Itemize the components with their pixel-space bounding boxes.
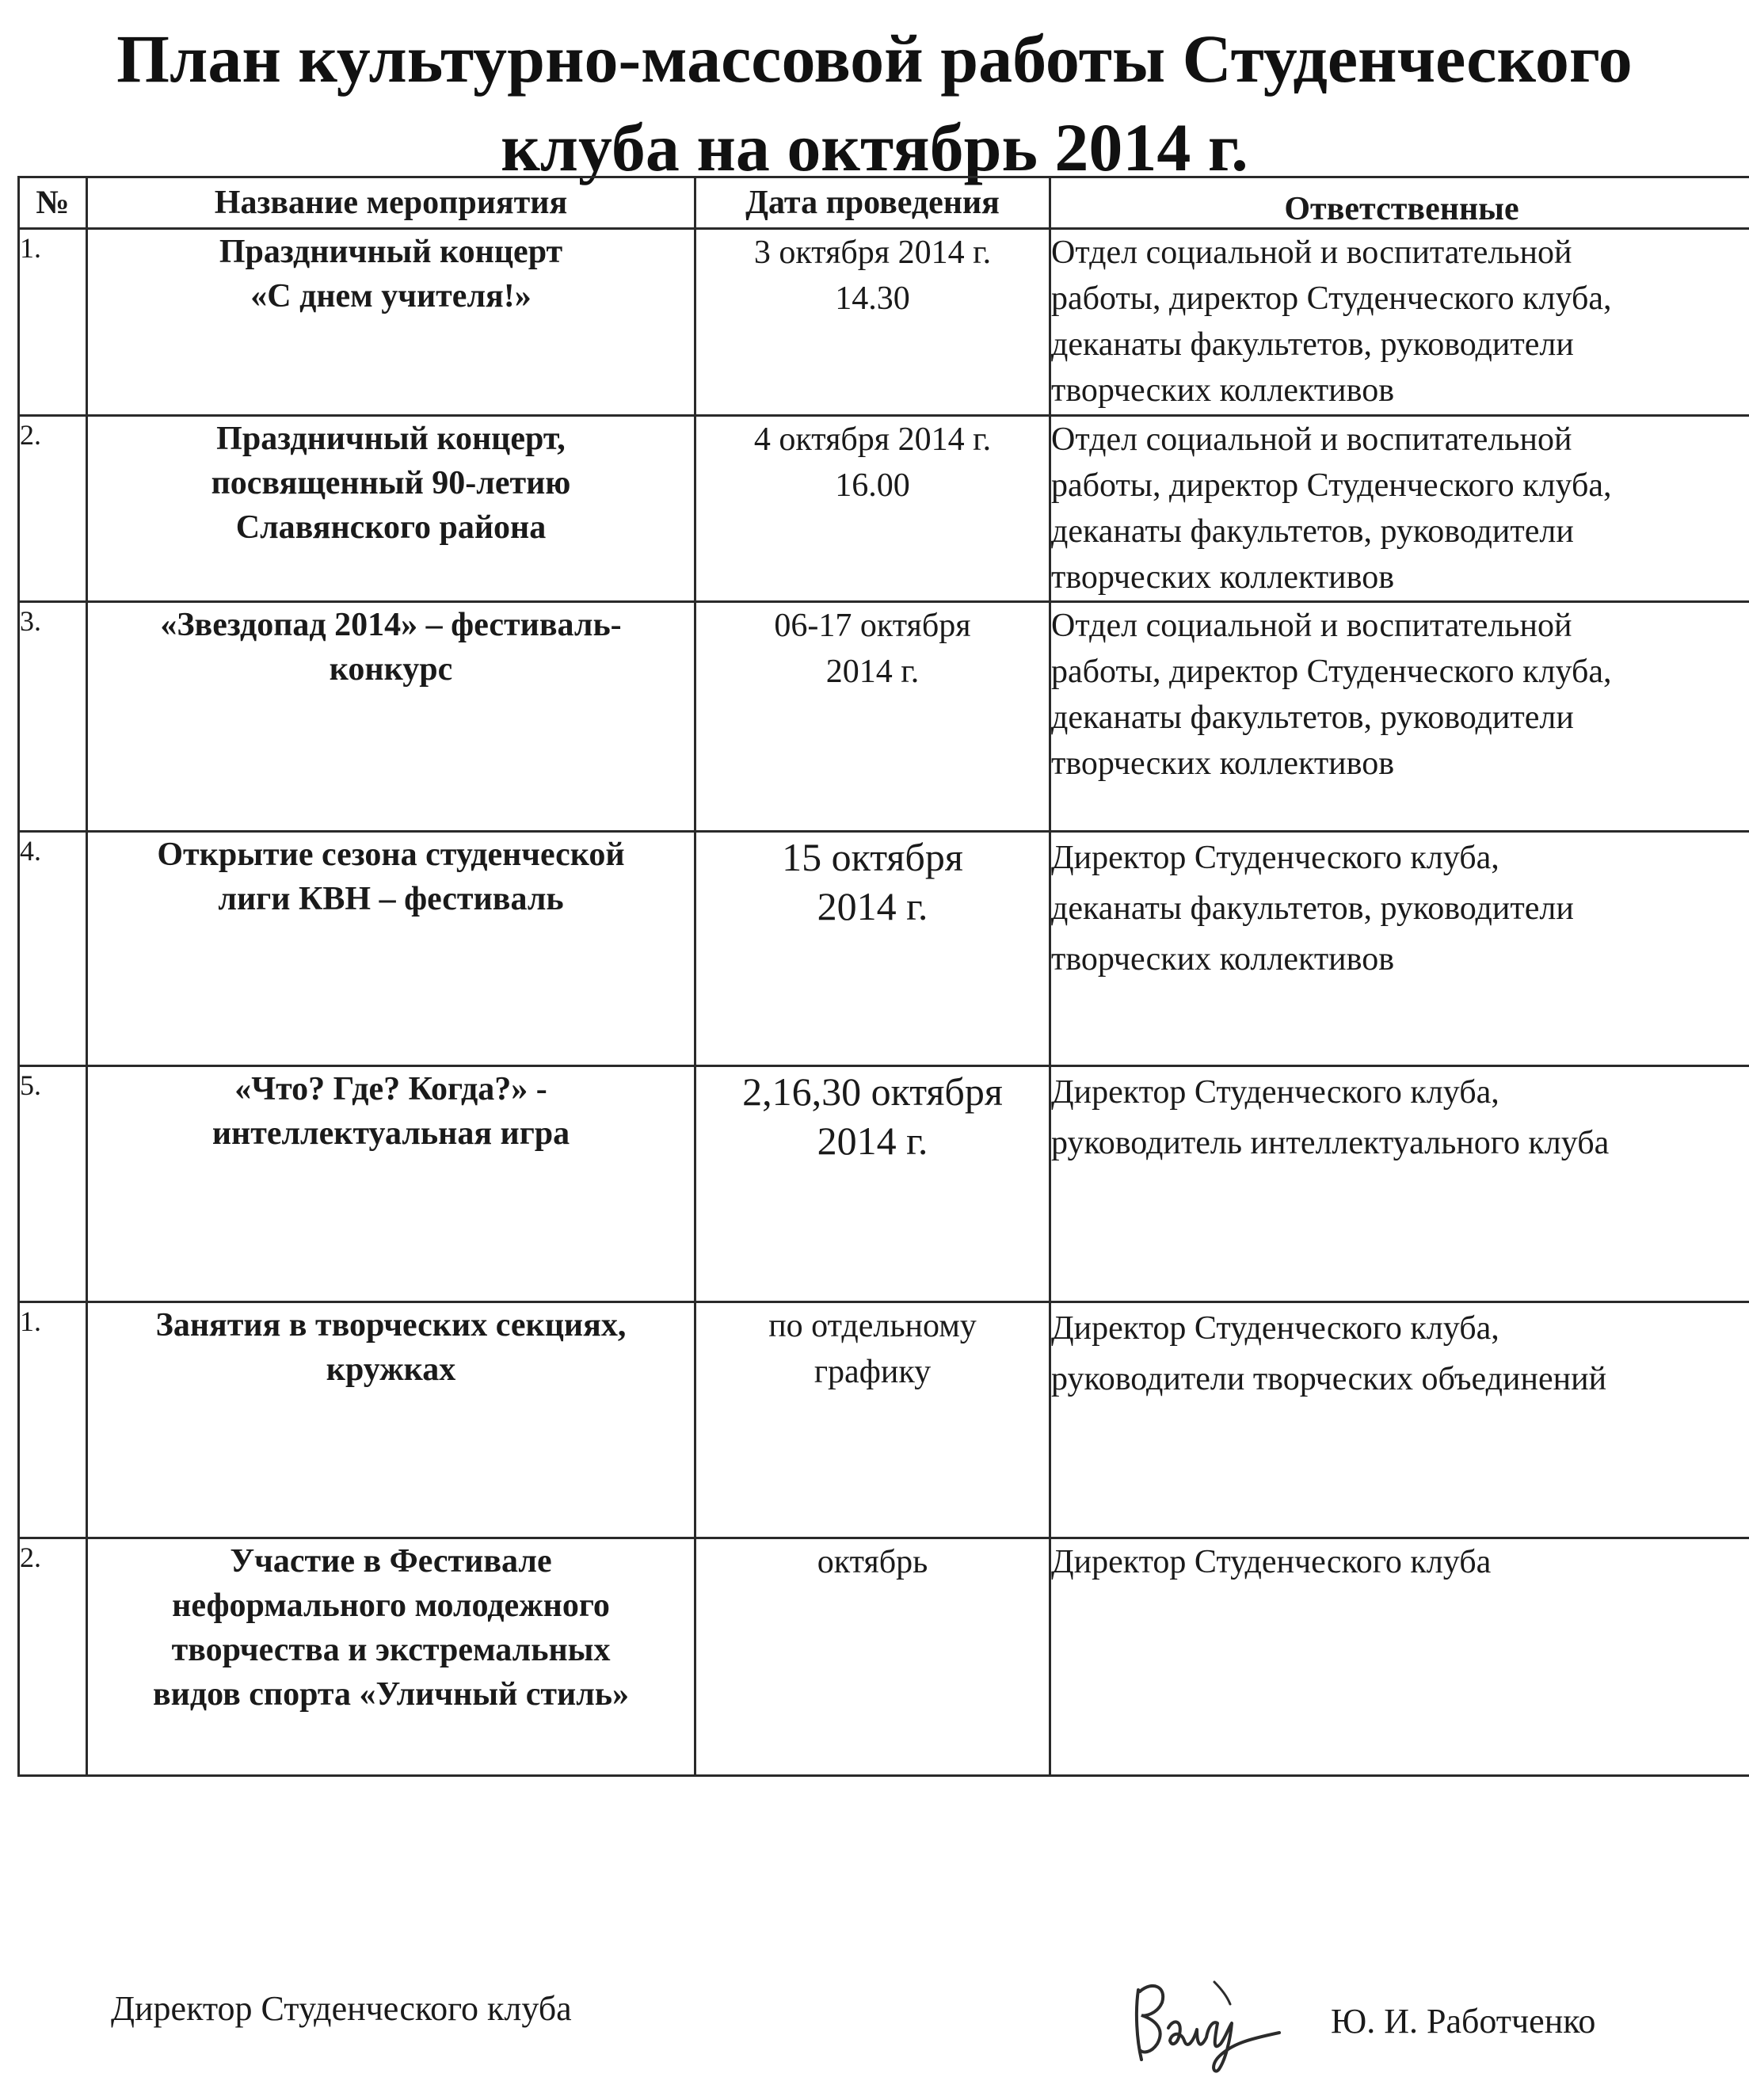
document-title — [0, 14, 1749, 192]
event-name-line: кружках — [326, 1351, 456, 1388]
event-name-line: Праздничный концерт, — [216, 421, 566, 457]
event-responsible-line: руководитель интеллектуального клуба — [1051, 1125, 1610, 1161]
signatory-name: Ю. И. Работченко — [1331, 2002, 1596, 2041]
event-name-line: конкурс — [329, 651, 453, 688]
event-responsible-line: Отдел социальной и воспитательной — [1051, 234, 1572, 271]
event-name-line: неформального молодежного — [172, 1587, 610, 1624]
event-name — [87, 832, 695, 1066]
event-name-line: интеллектуальная игра — [211, 1115, 570, 1152]
row-number: 5. — [19, 1066, 87, 1302]
event-date-line: по отдельному — [768, 1308, 977, 1344]
event-name — [87, 1302, 695, 1538]
event-date — [695, 416, 1050, 602]
event-date-line: 4 октября 2014 г. — [753, 421, 992, 458]
event-name — [87, 1066, 695, 1302]
event-responsible — [1050, 1302, 1749, 1538]
header-date: Дата проведения — [695, 177, 1050, 229]
event-date — [695, 602, 1050, 832]
event-name — [87, 602, 695, 832]
event-date-line: октябрь — [817, 1544, 928, 1580]
event-responsible-line: работы, директор Студенческого клуба, — [1051, 467, 1612, 504]
event-date — [695, 1066, 1050, 1302]
event-date-line: 06-17 октября — [774, 608, 971, 644]
row-number: 3. — [19, 602, 87, 832]
table-row — [19, 832, 1749, 1066]
event-name-line: Занятия в творческих секциях, — [155, 1307, 627, 1343]
table-header-row — [19, 177, 1749, 229]
event-date-line: графику — [814, 1354, 932, 1390]
event-responsible — [1050, 602, 1749, 832]
table-row — [19, 602, 1749, 832]
event-responsible-line: деканаты факультетов, руководители — [1051, 890, 1574, 927]
event-responsible-line: творческих коллективов — [1051, 745, 1395, 782]
event-date-line: 2014 г. — [817, 884, 928, 928]
event-name-line: Открытие сезона студенческой — [157, 837, 625, 873]
event-name-line: лиги КВН – фестиваль — [218, 881, 564, 917]
event-responsible-line: Отдел социальной и воспитательной — [1051, 608, 1572, 644]
event-responsible-line: деканаты факультетов, руководители — [1051, 513, 1574, 550]
row-number: 2. — [19, 416, 87, 602]
row-number: 4. — [19, 832, 87, 1066]
event-name-line: видов спорта «Уличный стиль» — [152, 1676, 630, 1713]
event-responsible — [1050, 832, 1749, 1066]
events-table — [17, 176, 1749, 1777]
event-responsible-line: творческих коллективов — [1051, 559, 1395, 596]
row-number: 1. — [19, 1302, 87, 1538]
event-name-line: творчества и экстремальных — [171, 1632, 611, 1668]
event-name-line: Славянского района — [235, 509, 547, 546]
event-responsible-line: работы, директор Студенческого клуба, — [1051, 654, 1612, 690]
title-line-1: План культурно-массовой работы Студенческого — [116, 21, 1633, 97]
event-responsible-line: Директор Студенческого клуба, — [1051, 1310, 1499, 1347]
event-name-line: «С днем учителя!» — [250, 278, 532, 314]
event-date — [695, 229, 1050, 416]
table-row — [19, 1302, 1749, 1538]
event-responsible-line: Директор Студенческого клуба, — [1051, 840, 1499, 876]
table-row — [19, 229, 1749, 416]
table-row — [19, 1066, 1749, 1302]
event-name-line: «Что? Где? Когда?» - — [234, 1071, 547, 1107]
event-responsible-line: Директор Студенческого клуба — [1051, 1544, 1492, 1580]
event-date — [695, 1538, 1050, 1776]
header-name: Название мероприятия — [87, 177, 695, 229]
event-date-line: 16.00 — [835, 467, 910, 504]
event-responsible-line: руководители творческих объединений — [1051, 1361, 1607, 1397]
event-date — [695, 832, 1050, 1066]
event-name — [87, 416, 695, 602]
row-number: 1. — [19, 229, 87, 416]
event-date-line: 2014 г. — [825, 654, 920, 690]
event-date-line: 14.30 — [835, 280, 910, 317]
event-responsible-line: деканаты факультетов, руководители — [1051, 326, 1574, 363]
event-responsible-line: Отдел социальной и воспитательной — [1051, 421, 1572, 458]
event-date-line: 2014 г. — [817, 1119, 928, 1163]
signature-handwritten — [1121, 1965, 1295, 2075]
event-name-line: посвященный 90-летию — [211, 465, 571, 501]
row-number: 2. — [19, 1538, 87, 1776]
event-date-line: 15 октября — [782, 835, 963, 879]
title-line-2: клуба на октябрь 2014 г. — [501, 109, 1248, 185]
event-name — [87, 229, 695, 416]
event-date-line: 3 октября 2014 г. — [753, 234, 992, 271]
event-responsible-line: творческих коллективов — [1051, 941, 1395, 978]
event-responsible-line: работы, директор Студенческого клуба, — [1051, 280, 1612, 317]
event-name-line: Праздничный концерт — [219, 234, 563, 270]
event-responsible — [1050, 1538, 1749, 1776]
signatory-position: Директор Студенческого клуба — [111, 1989, 572, 2028]
event-responsible — [1050, 416, 1749, 602]
header-num: № — [19, 177, 87, 229]
event-responsible-line: творческих коллективов — [1051, 372, 1395, 409]
event-responsible — [1050, 229, 1749, 416]
header-responsible: Ответственные — [1050, 177, 1749, 229]
event-name-line: Участие в Фестивале — [230, 1543, 552, 1580]
event-date-line: 2,16,30 октября — [742, 1069, 1003, 1114]
event-responsible-line: деканаты факультетов, руководители — [1051, 699, 1574, 736]
event-responsible — [1050, 1066, 1749, 1302]
table-row — [19, 416, 1749, 602]
event-name — [87, 1538, 695, 1776]
event-responsible-line: Директор Студенческого клуба, — [1051, 1074, 1499, 1111]
event-date — [695, 1302, 1050, 1538]
table-row — [19, 1538, 1749, 1776]
event-name-line: «Звездопад 2014» – фестиваль- — [160, 607, 622, 643]
